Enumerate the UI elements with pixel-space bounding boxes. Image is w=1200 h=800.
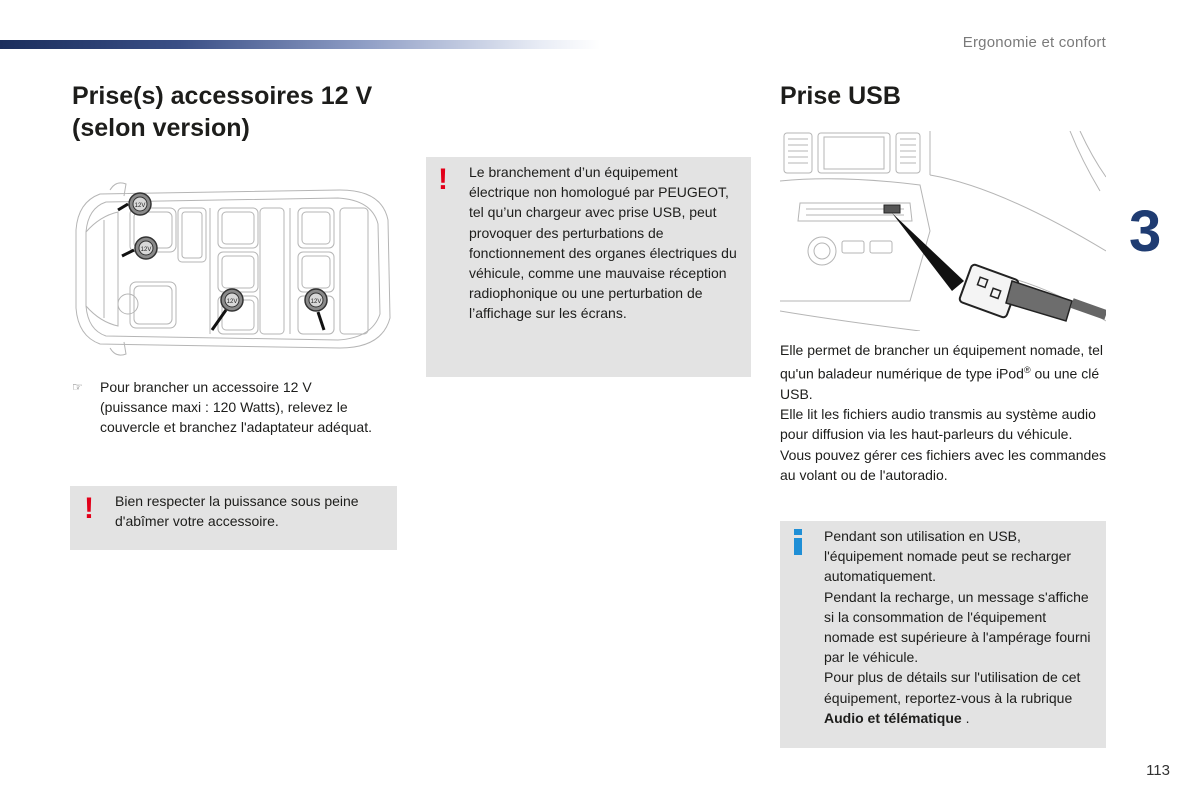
title-line-1: Prise(s) accessoires 12 V [72, 82, 373, 110]
usb-port [884, 205, 900, 213]
usb-paragraph-1-end: ou une clé USB. [780, 365, 1100, 403]
title-line-2: (selon version) [72, 114, 250, 142]
info-text [824, 526, 1100, 728]
socket-group-4 [305, 289, 327, 330]
warning-box-homologation [426, 157, 751, 377]
info-icon [794, 529, 802, 555]
section-title-usb: Prise USB [780, 82, 901, 110]
usb-port-illustration [780, 131, 1106, 331]
usb-description [780, 340, 1110, 485]
info-paragraph-2: Pendant la recharge, un message s'affiche si la consommation de l'équipement nomade est supérieure à l'ampérage fourni par le véhicule. [824, 588, 1091, 666]
usb-port-diagram [780, 131, 1106, 331]
usb-paragraph-1 [780, 340, 1110, 404]
section-title-12v [72, 80, 402, 144]
exclamation-icon: ! [438, 163, 448, 196]
van-top-view-illustration [70, 176, 396, 362]
warning-text: Le branchement d’un équipement électrique non homologué par PEUGEOT, tel qu’un chargeur avec prise USB, peut provoquer des perturbations de fonctionnement des organes électriques du véhicule, comme une mauvaise réception radiophonique ou une perturbation de l’affichage sur les écrans. [469, 164, 737, 322]
hand-pointer-icon: ☞ [72, 380, 83, 394]
callout-pointer [892, 213, 964, 291]
socket-group-2 [122, 237, 157, 259]
info-paragraph-1: Pendant son utilisation en USB, l'équipement nomade peut se recharger automatiquement. [824, 528, 1072, 585]
exclamation-icon: ! [84, 492, 94, 525]
warning-box-power [70, 486, 397, 550]
info-paragraph-3-text: Pour plus de détails sur l'utilisation de cet équipement, reportez-vous à la rubrique [824, 669, 1081, 706]
info-box-usb-charging [780, 521, 1106, 748]
bullet-text: Pour brancher un accessoire 12 V (puissance maxi : 120 Watts), relevez le couvercle et branchez l'adaptateur adéquat. [100, 379, 372, 436]
registered-mark: ® [1023, 365, 1031, 376]
socket-label: 12V [140, 247, 152, 253]
usb-paragraph-1-text: Elle permet de brancher un équipement nomade, tel qu'un baladeur numérique de type iPod [780, 342, 1103, 382]
socket-label: 12V [310, 299, 322, 305]
audio-telematique-reference: Audio et télématique [824, 709, 962, 726]
usb-paragraph-3: Vous pouvez gérer ces fichiers avec les commandes au volant ou de l'autoradio. [780, 446, 1107, 483]
bullet-instruction [72, 377, 382, 438]
socket-label: 12V [134, 203, 146, 209]
page-number: 113 [1146, 762, 1170, 779]
chapter-number: 3 [1129, 199, 1162, 264]
header-gradient-bar [0, 40, 600, 49]
warning-text: Bien respecter la puissance sous peine d'abîmer votre accessoire. [115, 493, 359, 530]
section-label: Ergonomie et confort [962, 34, 1106, 51]
usb-plug-icon [959, 264, 1106, 321]
info-paragraph-3 [824, 667, 1100, 728]
socket-group-3 [212, 289, 243, 330]
socket-group-1 [118, 193, 151, 215]
van-interior-diagram [70, 176, 396, 362]
usb-paragraph-2: Elle lit les fichiers audio transmis au système audio pour diffusion via les haut-parleurs du véhicule. [780, 406, 1096, 443]
info-paragraph-3-end: . [961, 709, 970, 726]
socket-label: 12V [226, 299, 238, 305]
